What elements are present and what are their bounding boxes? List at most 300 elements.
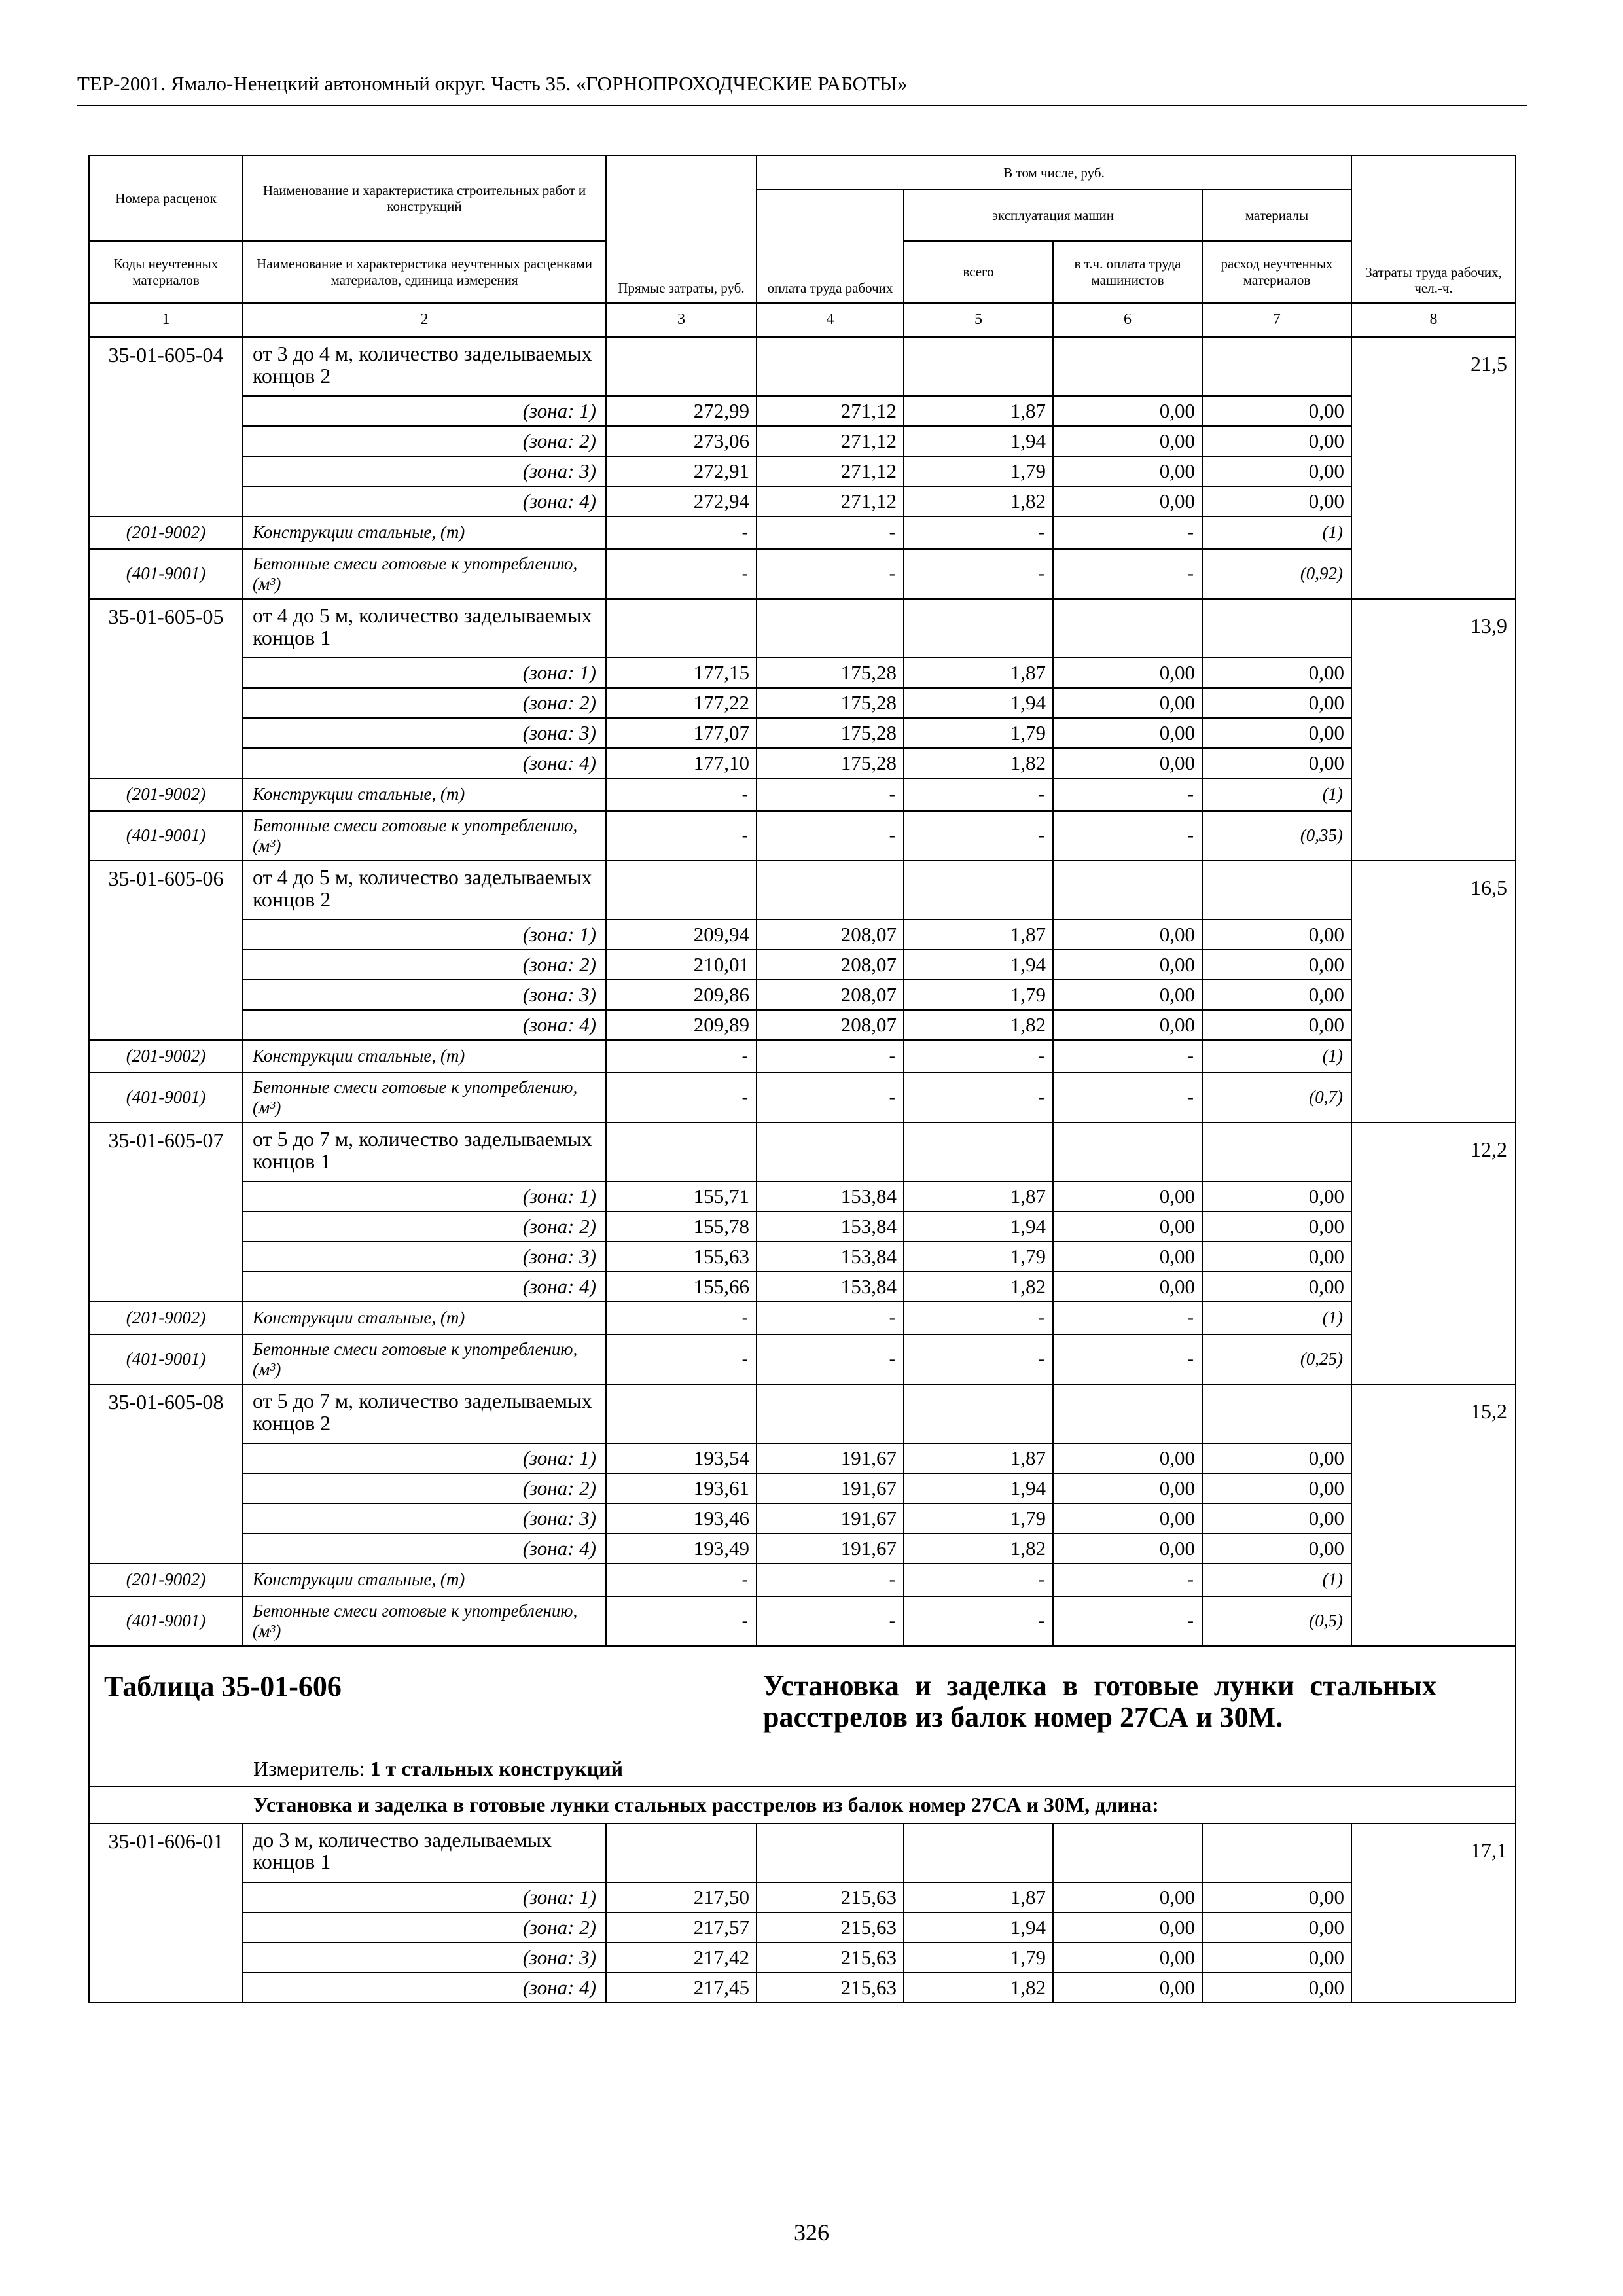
zone-row [89,396,1516,426]
zone-label: (зона: 3) [243,1943,606,1973]
material-code: (201-9002) [89,778,243,811]
item-title-row [89,861,1516,920]
materials-cost: 0,00 [1202,1242,1351,1272]
material-name: Бетонные смеси готовые к употреблению, (м³) [243,811,606,861]
machine-cost: 1,94 [904,1912,1053,1943]
machinist-wage: 0,00 [1053,1010,1202,1040]
material-code: (201-9002) [89,516,243,549]
material-name: Конструкции стальные, (т) [243,516,606,549]
meter-separator [365,1757,370,1780]
materials-cost: 0,00 [1202,1973,1351,2003]
worker-wage: - [757,1040,904,1073]
materials-cost: 0,00 [1202,1211,1351,1242]
worker-wage: 208,07 [757,920,904,950]
meter-value: 1 т стальных конструкций [370,1757,624,1780]
zone-row [89,748,1516,778]
empty-cell [1053,599,1202,658]
zone-row [89,1973,1516,2003]
machine-cost: 1,79 [904,1503,1053,1534]
material-quantity: (0,7) [1202,1073,1351,1122]
machine-cost: 1,82 [904,1534,1053,1564]
column-number: 4 [757,303,904,337]
machine-cost: 1,82 [904,748,1053,778]
machinist-wage: 0,00 [1053,980,1202,1010]
materials-cost: 0,00 [1202,1181,1351,1211]
worker-wage: 175,28 [757,688,904,718]
zone-label: (зона: 4) [243,486,606,516]
worker-wage: 191,67 [757,1534,904,1564]
machinist-wage: 0,00 [1053,456,1202,486]
column-number-row [89,303,1516,337]
zone-label: (зона: 1) [243,1882,606,1912]
machine-cost: 1,79 [904,1242,1053,1272]
machine-cost: - [904,1596,1053,1646]
zone-row [89,1943,1516,1973]
material-quantity: (0,25) [1202,1335,1351,1384]
item-title-row [89,1823,1516,1882]
machinist-wage: 0,00 [1053,688,1202,718]
worker-wage: 271,12 [757,396,904,426]
column-number: 7 [1202,303,1351,337]
zone-label: (зона: 4) [243,1010,606,1040]
empty-cell [757,861,904,920]
material-row [89,1040,1516,1073]
direct-cost: 155,63 [606,1242,757,1272]
machine-cost: - [904,1073,1053,1122]
machine-cost: 1,87 [904,1181,1053,1211]
zone-label: (зона: 4) [243,748,606,778]
labor-cost: 21,5 [1351,337,1516,599]
materials-cost: 0,00 [1202,1503,1351,1534]
worker-wage: 215,63 [757,1973,904,2003]
material-name: Бетонные смеси готовые к употреблению, (м³) [243,549,606,599]
work-title: от 5 до 7 м, количество заделываемых концов 2 [243,1384,606,1443]
price-code: 35-01-605-06 [89,861,243,1040]
machine-cost: - [904,1302,1053,1335]
header-row-1 [89,156,1516,190]
zone-label: (зона: 1) [243,396,606,426]
materials-cost: 0,00 [1202,688,1351,718]
worker-wage: - [757,1302,904,1335]
column-number: 3 [606,303,757,337]
machine-cost: - [904,811,1053,861]
work-title: от 5 до 7 м, количество заделываемых концов 1 [243,1122,606,1181]
machine-cost: 1,87 [904,658,1053,688]
direct-cost: 193,49 [606,1534,757,1564]
zone-label: (зона: 4) [243,1272,606,1302]
direct-cost: - [606,1302,757,1335]
machine-cost: - [904,1040,1053,1073]
col1-bottom-header: Коды неучтенных материалов [89,241,243,303]
material-code: (401-9001) [89,1073,243,1122]
machinist-wage: 0,00 [1053,1242,1202,1272]
zone-label: (зона: 3) [243,1503,606,1534]
col3-header: Прямые затраты, руб. [606,156,757,303]
empty-cell [606,1122,757,1181]
material-code: (401-9001) [89,1335,243,1384]
worker-wage: 153,84 [757,1272,904,1302]
work-title: от 4 до 5 м, количество заделываемых концов 1 [243,599,606,658]
empty-cell [757,1384,904,1443]
machinist-wage: 0,00 [1053,486,1202,516]
zone-label: (зона: 3) [243,718,606,748]
worker-wage: 191,67 [757,1473,904,1503]
direct-cost: 209,94 [606,920,757,950]
worker-wage: 153,84 [757,1211,904,1242]
materials-cost: 0,00 [1202,426,1351,456]
materials-cost: 0,00 [1202,1473,1351,1503]
worker-wage: - [757,778,904,811]
machinist-wage: 0,00 [1053,396,1202,426]
empty-cell [904,861,1053,920]
col2-bottom-header: Наименование и характеристика неучтенных расценками материалов, единица измерения [243,241,606,303]
zone-row [89,1272,1516,1302]
materials-group-header: материалы [1202,190,1351,241]
material-quantity: (1) [1202,778,1351,811]
column-number: 2 [243,303,606,337]
materials-cost: 0,00 [1202,1534,1351,1564]
worker-wage: - [757,516,904,549]
worker-wage: 191,67 [757,1443,904,1473]
worker-wage: - [757,811,904,861]
machine-cost: 1,79 [904,1943,1053,1973]
materials-cost: 0,00 [1202,486,1351,516]
machine-cost: - [904,549,1053,599]
materials-cost: 0,00 [1202,1943,1351,1973]
machine-cost: 1,82 [904,1272,1053,1302]
machine-cost: - [904,1335,1053,1384]
column-number: 6 [1053,303,1202,337]
machine-cost: 1,94 [904,426,1053,456]
material-row [89,1302,1516,1335]
price-code: 35-01-605-05 [89,599,243,778]
worker-wage: 153,84 [757,1242,904,1272]
direct-cost: 177,07 [606,718,757,748]
materials-cost: 0,00 [1202,950,1351,980]
material-name: Бетонные смеси готовые к употреблению, (м³) [243,1335,606,1384]
machinist-wage: 0,00 [1053,920,1202,950]
machine-cost: 1,79 [904,980,1053,1010]
machines-group-header: эксплуатация машин [904,190,1202,241]
machine-cost: 1,79 [904,456,1053,486]
direct-cost: - [606,549,757,599]
price-table [88,155,1516,2003]
empty-cell [904,337,1053,396]
material-quantity: (0,35) [1202,811,1351,861]
materials-cost: 0,00 [1202,396,1351,426]
direct-cost: 217,45 [606,1973,757,2003]
direct-cost: 177,10 [606,748,757,778]
direct-cost: 155,71 [606,1181,757,1211]
materials-cost: 0,00 [1202,748,1351,778]
empty-cell [757,599,904,658]
column-number: 1 [89,303,243,337]
zone-label: (зона: 1) [243,1181,606,1211]
worker-wage: 175,28 [757,748,904,778]
worker-wage: 175,28 [757,718,904,748]
machinist-wage: 0,00 [1053,950,1202,980]
machinist-wage: - [1053,1564,1202,1596]
labor-cost: 15,2 [1351,1384,1516,1646]
zone-label: (зона: 1) [243,658,606,688]
materials-cost: 0,00 [1202,920,1351,950]
col7-header: расход неучтенных материалов [1202,241,1351,303]
zone-row [89,950,1516,980]
direct-cost: 177,15 [606,658,757,688]
labor-cost: 12,2 [1351,1122,1516,1384]
empty-cell [1053,1122,1202,1181]
direct-cost: 272,91 [606,456,757,486]
labor-cost: 16,5 [1351,861,1516,1122]
empty-cell [1202,337,1351,396]
col2-top-header: Наименование и характеристика строительных работ и конструкций [243,156,606,241]
meter-line [89,1748,1516,1787]
worker-wage: 271,12 [757,426,904,456]
labor-cost: 13,9 [1351,599,1516,861]
machinist-wage: - [1053,549,1202,599]
zone-label: (зона: 2) [243,426,606,456]
direct-cost: 217,42 [606,1943,757,1973]
material-row [89,778,1516,811]
direct-cost: 209,89 [606,1010,757,1040]
empty-cell [1053,1384,1202,1443]
material-row [89,1564,1516,1596]
worker-wage: - [757,549,904,599]
machinist-wage: - [1053,1302,1202,1335]
zone-row [89,980,1516,1010]
machine-cost: 1,82 [904,486,1053,516]
empty-cell [757,1122,904,1181]
work-title: от 3 до 4 м, количество заделываемых концов 2 [243,337,606,396]
direct-cost: 193,61 [606,1473,757,1503]
machine-cost: - [904,516,1053,549]
material-row [89,516,1516,549]
running-header: ТЕР-2001. Ямало-Ненецкий автономный округ. Часть 35. «ГОРНОПРОХОДЧЕСКИЕ РАБОТЫ» [77,72,908,95]
machinist-wage: 0,00 [1053,1973,1202,2003]
zone-row [89,1882,1516,1912]
worker-wage: 208,07 [757,980,904,1010]
material-code: (401-9001) [89,549,243,599]
empty-cell [1202,1823,1351,1882]
zone-row [89,1181,1516,1211]
empty-cell [606,1823,757,1882]
col6-header: в т.ч. оплата труда машинистов [1053,241,1202,303]
direct-cost: 217,57 [606,1912,757,1943]
item-title-row [89,599,1516,658]
material-quantity: (1) [1202,516,1351,549]
machine-cost: 1,87 [904,1882,1053,1912]
materials-cost: 0,00 [1202,658,1351,688]
price-code: 35-01-605-07 [89,1122,243,1302]
materials-cost: 0,00 [1202,456,1351,486]
worker-wage: 175,28 [757,658,904,688]
material-row [89,549,1516,599]
item-title-row [89,1384,1516,1443]
direct-cost: - [606,811,757,861]
price-code: 35-01-605-04 [89,337,243,516]
col5-header: всего [904,241,1053,303]
table-title: Установка и заделка в готовые лунки стальных расстрелов из балок номер 27СА и 30М. [757,1646,1516,1748]
zone-label: (зона: 1) [243,1443,606,1473]
empty-cell [1053,861,1202,920]
empty-cell [606,861,757,920]
direct-cost: 209,86 [606,980,757,1010]
direct-cost: 193,54 [606,1443,757,1473]
machinist-wage: 0,00 [1053,1534,1202,1564]
empty-cell [1202,599,1351,658]
direct-cost: - [606,1040,757,1073]
material-row [89,1335,1516,1384]
machine-cost: 1,87 [904,1443,1053,1473]
worker-wage: 153,84 [757,1181,904,1211]
direct-cost: 272,99 [606,396,757,426]
page-number: 326 [794,2219,829,2246]
worker-wage: 271,12 [757,456,904,486]
worker-wage: - [757,1596,904,1646]
machine-cost: 1,87 [904,920,1053,950]
empty-cell [606,599,757,658]
machinist-wage: 0,00 [1053,1473,1202,1503]
labor-cost: 17,1 [1351,1823,1516,2003]
worker-wage: 215,63 [757,1882,904,1912]
meter-row [89,1748,1516,1787]
direct-cost: - [606,1073,757,1122]
worker-wage: 208,07 [757,950,904,980]
section-title-row [89,1787,1516,1823]
machinist-wage: - [1053,1596,1202,1646]
machinist-wage: - [1053,1335,1202,1384]
material-quantity: (1) [1202,1302,1351,1335]
materials-cost: 0,00 [1202,1882,1351,1912]
materials-cost: 0,00 [1202,980,1351,1010]
material-name: Конструкции стальные, (т) [243,1040,606,1073]
included-group-header: В том числе, руб. [757,156,1351,190]
material-quantity: (1) [1202,1040,1351,1073]
machine-cost: 1,94 [904,688,1053,718]
zone-label: (зона: 3) [243,1242,606,1272]
empty-cell [904,599,1053,658]
material-code: (401-9001) [89,811,243,861]
machinist-wage: - [1053,516,1202,549]
item-title-row [89,337,1516,396]
material-row [89,1596,1516,1646]
worker-wage: 215,63 [757,1912,904,1943]
empty-cell [904,1122,1053,1181]
price-code: 35-01-605-08 [89,1384,243,1564]
materials-cost: 0,00 [1202,1010,1351,1040]
worker-wage: 208,07 [757,1010,904,1040]
section-title: Установка и заделка в готовые лунки стальных расстрелов из балок номер 27СА и 30М, длина: [89,1787,1516,1823]
direct-cost: - [606,1564,757,1596]
machine-cost: - [904,778,1053,811]
direct-cost: - [606,516,757,549]
machine-cost: 1,94 [904,1473,1053,1503]
machine-cost: 1,82 [904,1973,1053,2003]
zone-label: (зона: 3) [243,980,606,1010]
zone-row [89,1010,1516,1040]
empty-cell [606,337,757,396]
zone-row [89,1242,1516,1272]
machinist-wage: - [1053,1040,1202,1073]
column-number: 5 [904,303,1053,337]
direct-cost: 273,06 [606,426,757,456]
material-name: Конструкции стальные, (т) [243,1564,606,1596]
materials-cost: 0,00 [1202,718,1351,748]
material-name: Бетонные смеси готовые к употреблению, (м³) [243,1073,606,1122]
work-title: от 4 до 5 м, количество заделываемых концов 2 [243,861,606,920]
empty-cell [904,1384,1053,1443]
zone-row [89,456,1516,486]
materials-cost: 0,00 [1202,1272,1351,1302]
table-caption: Таблица 35-01-606 [89,1646,757,1748]
zone-row [89,1211,1516,1242]
direct-cost: 155,66 [606,1272,757,1302]
material-quantity: (0,5) [1202,1596,1351,1646]
machinist-wage: 0,00 [1053,1503,1202,1534]
material-name: Бетонные смеси готовые к употреблению, (м³) [243,1596,606,1646]
machine-cost: 1,94 [904,950,1053,980]
work-title: до 3 м, количество заделываемых концов 1 [243,1823,606,1882]
materials-cost: 0,00 [1202,1443,1351,1473]
machine-cost: - [904,1564,1053,1596]
material-code: (401-9001) [89,1596,243,1646]
worker-wage: - [757,1073,904,1122]
empty-cell [1053,1823,1202,1882]
material-quantity: (1) [1202,1564,1351,1596]
material-code: (201-9002) [89,1040,243,1073]
empty-cell [904,1823,1053,1882]
meter-label: Измеритель: [253,1757,365,1780]
worker-wage: - [757,1335,904,1384]
zone-label: (зона: 2) [243,1211,606,1242]
direct-cost: 193,46 [606,1503,757,1534]
machinist-wage: 0,00 [1053,718,1202,748]
machinist-wage: 0,00 [1053,658,1202,688]
zone-row [89,426,1516,456]
machine-cost: 1,79 [904,718,1053,748]
direct-cost: - [606,1596,757,1646]
zone-row [89,1503,1516,1534]
col4-header: оплата труда рабочих [757,190,904,303]
machinist-wage: 0,00 [1053,1211,1202,1242]
machinist-wage: 0,00 [1053,1912,1202,1943]
worker-wage: 271,12 [757,486,904,516]
zone-row [89,1534,1516,1564]
empty-cell [1202,1122,1351,1181]
machinist-wage: 0,00 [1053,1882,1202,1912]
empty-cell [1202,861,1351,920]
empty-cell [606,1384,757,1443]
material-quantity: (0,92) [1202,549,1351,599]
zone-label: (зона: 2) [243,688,606,718]
empty-cell [1053,337,1202,396]
zone-row [89,920,1516,950]
worker-wage: 191,67 [757,1503,904,1534]
direct-cost: 155,78 [606,1211,757,1242]
machine-cost: 1,87 [904,396,1053,426]
direct-cost: - [606,1335,757,1384]
empty-cell [757,337,904,396]
machinist-wage: 0,00 [1053,1943,1202,1973]
worker-wage: 215,63 [757,1943,904,1973]
table-caption-row [89,1646,1516,1748]
zone-row [89,1443,1516,1473]
zone-row [89,658,1516,688]
zone-row [89,718,1516,748]
empty-cell [1202,1384,1351,1443]
zone-label: (зона: 2) [243,1912,606,1943]
zone-label: (зона: 4) [243,1973,606,2003]
